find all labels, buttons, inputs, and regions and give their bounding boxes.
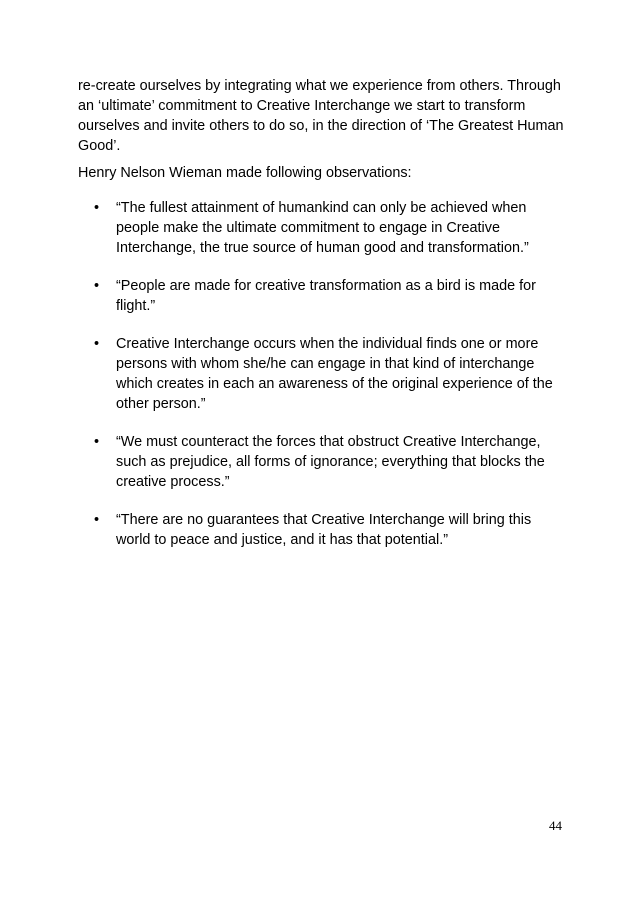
bullet-icon: • bbox=[94, 434, 100, 450]
list-item bbox=[0, 334, 566, 414]
bullet-icon: • bbox=[94, 278, 100, 294]
quote-text: “There are no guarantees that Creative Interchange will bring this world to peace and justice, and it has that potential.” bbox=[116, 512, 532, 548]
quote-text: “People are made for creative transformation as a bird is made for flight.” bbox=[116, 278, 536, 314]
intro-paragraph: re-create ourselves by integrating what we experience from others. Through an ‘ultimate’ commitment to Creative Interchange we start to transform ourselves and invite others to do so, in the direction of ‘The Greatest Human Good’. bbox=[78, 78, 564, 154]
list-item bbox=[0, 432, 566, 492]
bullet-icon: • bbox=[94, 200, 100, 216]
quote-text: “The fullest attainment of humankind can only be achieved when people make the ultimate commitment to engage in Creative Interchange, the true source of human good and transformation.” bbox=[116, 200, 529, 256]
page-number: 44 bbox=[549, 818, 562, 833]
list-item bbox=[0, 198, 566, 258]
bullet-icon: • bbox=[94, 336, 100, 352]
quote-list bbox=[0, 198, 638, 568]
quote-text: Creative Interchange occurs when the individual finds one or more persons with whom she/he can engage in that kind of interchange which creates in each an awareness of the original experience of the other person.” bbox=[116, 336, 553, 412]
observations-lead: Henry Nelson Wieman made following observations: bbox=[78, 165, 412, 181]
bullet-icon: • bbox=[94, 512, 100, 528]
list-item bbox=[0, 276, 566, 316]
list-item bbox=[0, 510, 566, 550]
quote-text: “We must counteract the forces that obstruct Creative Interchange, such as prejudice, all forms of ignorance; everything that blocks the creative process.” bbox=[116, 434, 545, 490]
